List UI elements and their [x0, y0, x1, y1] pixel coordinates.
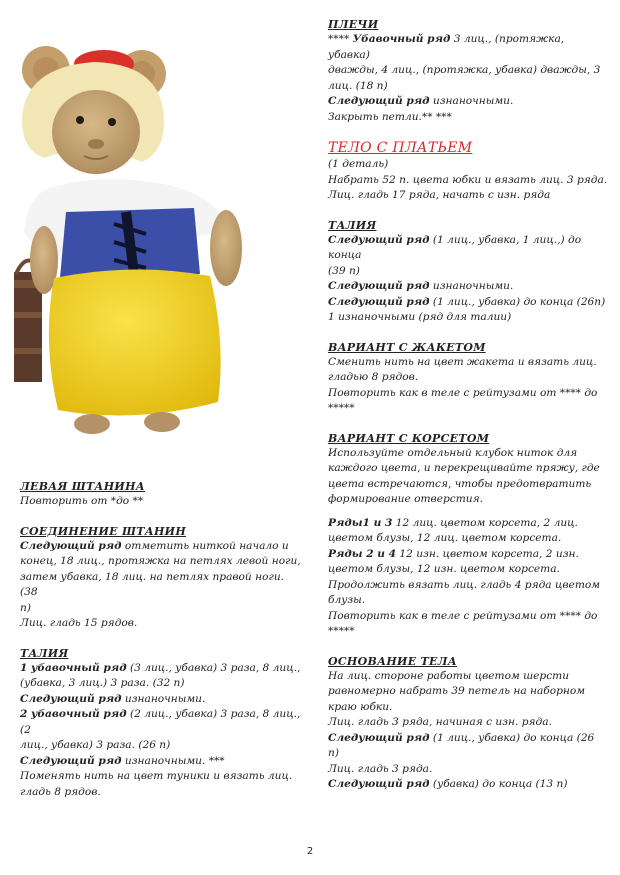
left-column — [20, 480, 302, 800]
text-line: Следующий ряд (убавка) до конца (13 п) — [328, 778, 568, 790]
text-line: Продолжить вязать лиц. гладь 4 ряда цветом — [328, 578, 601, 591]
text-line: затем убавка, 18 лиц. на петлях правой ноги. (38 — [20, 570, 285, 598]
text-line: Следующий ряд изнаночными. *** — [20, 754, 225, 767]
row-label: Следующий ряд — [20, 692, 122, 705]
row-label: 2 убавочный ряд — [20, 708, 127, 720]
text-line: лиц. (18 п) — [328, 79, 388, 92]
text-line: цвета встречаются, чтобы предотвратить — [328, 477, 592, 490]
section-title-body-dress: ТЕЛО С ПЛАТЬЕМ — [328, 140, 473, 156]
row-label: Следующий ряд — [328, 778, 430, 790]
text-line: Следующий ряд (1 лиц., убавка) до конца (26 п) — [328, 731, 595, 759]
text-line: Лиц. гладь 3 ряда. — [328, 762, 433, 775]
text-line: равномерно набрать 39 петель на наборном — [328, 685, 586, 697]
text-line: гладь 8 рядов. — [20, 785, 101, 798]
text-line: 2 убавочный ряд (2 лиц., убавка) 3 раза, 8 лиц., (2 — [20, 708, 301, 736]
text-line: Ряды1 и 3 12 лиц. цветом корсета, 2 лиц. — [328, 516, 578, 529]
text-line: (39 п) — [328, 264, 360, 277]
row-label: Следующий ряд — [328, 280, 430, 292]
row-label: Следующий ряд — [328, 233, 430, 246]
text-line: Закрыть петли.** *** — [328, 110, 452, 123]
section-title-waist: ТАЛИЯ — [20, 646, 69, 660]
text-line: лиц., убавка) 3 раза. (26 п) — [20, 739, 171, 751]
text-line: блузы. — [328, 594, 366, 606]
text-line: Лиц. гладь 17 ряда, начать с изн. ряда — [328, 189, 551, 201]
knitted-mouse-photo — [14, 12, 246, 452]
text-line: ***** — [328, 402, 355, 414]
section-title-left-leg: ЛЕВАЯ ШТАНИНА — [20, 480, 146, 493]
text-line: дважды, 4 лиц., (протяжка, убавка) дважды, 3 — [328, 64, 601, 76]
section-title-waist: ТАЛИЯ — [328, 218, 377, 232]
text-line: конец, 18 лиц., протяжка на петлях левой ноги, — [20, 555, 301, 567]
text-line: Следующий ряд изнаночными. — [328, 95, 514, 107]
row-label: Ряды 2 и 4 — [328, 547, 397, 560]
text-line: Следующий ряд изнаночными. — [20, 692, 206, 705]
section-title-shoulders: ПЛЕЧИ — [328, 18, 379, 31]
text-line: Следующий ряд отметить ниткой начало и — [20, 539, 289, 552]
row-label: 1 убавочный ряд — [20, 661, 127, 674]
text-line: каждого цвета, и перекрещивайте пряжу, где — [328, 462, 600, 474]
text-line: Набрать 52 п. цвета юбки и вязать лиц. 3 ряда. — [328, 173, 608, 186]
text-line: Повторить как в теле с рейтузами от **** до — [328, 386, 598, 399]
right-column — [328, 18, 608, 793]
text-line: Сменить нить на цвет жакета и вязать лиц. — [328, 355, 597, 368]
text-line: п) — [20, 601, 31, 614]
text-line: Следующий ряд (1 лиц., убавка) до конца (26п) — [328, 295, 606, 308]
text-line: 1 изнаночными (ряд для талии) — [328, 311, 512, 323]
row-label: Следующий ряд — [20, 754, 122, 767]
row-label: Следующий ряд — [328, 95, 430, 107]
text-line: Лиц. гладь 3 ряда, начиная с изн. ряда. — [328, 716, 552, 728]
text-line: краю юбки. — [328, 700, 393, 713]
text-line: ***** — [328, 625, 355, 637]
text-line: Лиц. гладь 15 рядов. — [20, 617, 138, 629]
text-line: **** Убавочный ряд 3 лиц., (протяжка, убавка) — [328, 33, 565, 61]
section-title-body-base: ОСНОВАНИЕ ТЕЛА — [328, 654, 458, 668]
text-line: (1 деталь) — [328, 158, 389, 170]
text-line: 1 убавочный ряд (3 лиц., убавка) 3 раза, 8 лиц., — [20, 661, 301, 674]
section-title-join: СОЕДИНЕНИЕ ШТАНИН — [20, 524, 187, 538]
row-label: Ряды1 и 3 — [328, 516, 393, 529]
section-title-corset-variant: ВАРИАНТ С КОРСЕТОМ — [328, 431, 490, 445]
text-line: Следующий ряд (1 лиц., убавка, 1 лиц.,) до конца — [328, 233, 582, 261]
text-line: Повторить как в теле с рейтузами от **** до — [328, 609, 598, 622]
text-line: Повторить от *до ** — [20, 495, 144, 507]
row-label: Убавочный ряд — [352, 33, 451, 45]
text-line: (убавка, 3 лиц.) 3 раза. (32 п) — [20, 677, 185, 689]
section-title-jacket-variant: ВАРИАНТ С ЖАКЕТОМ — [328, 340, 486, 354]
text-line: Используйте отдельный клубок ниток для — [328, 446, 578, 459]
text-line: Следующий ряд изнаночными. — [328, 280, 514, 292]
text-line: формирование отверстия. — [328, 493, 483, 505]
row-label: Следующий ряд — [20, 539, 122, 552]
text-line: цветом блузы, 12 лиц. цветом корсета. — [328, 532, 562, 544]
text-line: На лиц. стороне работы цветом шерсти — [328, 669, 570, 682]
text-line: цветом блузы, 12 изн. цветом корсета. — [328, 563, 560, 575]
text-line: Поменять нить на цвет туники и вязать лиц. — [20, 770, 293, 782]
row-label: Следующий ряд — [328, 295, 430, 308]
row-label: Следующий ряд — [328, 731, 430, 744]
text-line: гладью 8 рядов. — [328, 371, 419, 383]
page-number: 2 — [306, 846, 314, 857]
text-line: Ряды 2 и 4 12 изн. цветом корсета, 2 изн. — [328, 547, 579, 560]
